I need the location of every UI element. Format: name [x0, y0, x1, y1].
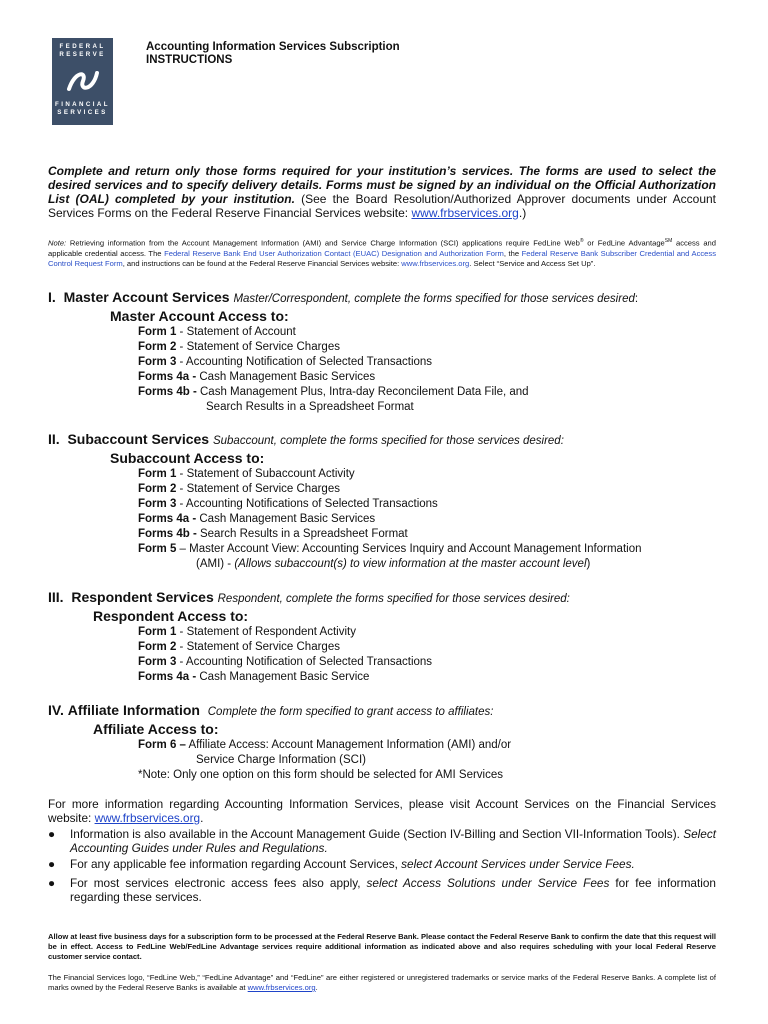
form-text: Search Results in a Spreadsheet Format — [196, 528, 408, 540]
access-heading: Subaccount Access to: — [110, 450, 265, 466]
form-label: Form 6 – — [138, 739, 186, 751]
note-text-5: , and instructions can be found at the Federal Reserve Financial Services website: — [122, 258, 402, 268]
form-line — [138, 542, 748, 557]
form-label: Forms 4b - — [138, 386, 197, 398]
form-line — [138, 512, 748, 527]
bullet-italic: select Account Services under Service Fees. — [401, 857, 635, 871]
logo-word-federal: FEDERAL — [59, 43, 106, 50]
form-label: Form 3 — [138, 356, 177, 368]
bullet-italic: select Access Solutions under Service Fees — [366, 876, 610, 890]
affiliate-note: *Note: Only one option on this form should be selected for AMI Services — [138, 769, 503, 781]
trademark-notice — [48, 973, 716, 993]
note-sm-mark: SM — [664, 238, 673, 244]
form-line-continued: Search Results in a Spreadsheet Format — [206, 401, 414, 413]
section-number: I. — [48, 289, 56, 305]
section-number: IV. — [48, 702, 64, 718]
logo-word-reserve: RESERVE — [59, 51, 106, 58]
euac-form-link[interactable]: Federal Reserve Bank End User Authorization Contact (EUAC) Designation and Authorization Form — [164, 248, 504, 258]
form-text: - Statement of Subaccount Activity — [176, 468, 355, 480]
section-colon: : — [634, 293, 639, 305]
section-title: Subaccount Services — [67, 431, 210, 447]
section-heading — [48, 289, 748, 308]
access-heading: Affiliate Access to: — [93, 721, 219, 737]
note-text-2: or FedLine Advantage — [583, 238, 665, 248]
access-note — [48, 236, 716, 269]
form-label: Form 2 — [138, 341, 177, 353]
bullet-italic: Select Accounting Guides under Rules and Regulations. — [70, 827, 716, 855]
note-text-1: Retrieving information from the Account Management Information (AMI) and Service Charge Information (SCI) applications require FedLine Web — [66, 238, 580, 248]
intro-website-link[interactable]: www.frbservices.org — [411, 206, 519, 220]
form-cont-italic: (Allows subaccount(s) to view information at the master account level — [234, 558, 587, 570]
note-reg-mark: ® — [579, 238, 584, 244]
form-line — [138, 527, 748, 542]
note-text-4: , the — [503, 248, 522, 258]
form-label: Form 3 — [138, 656, 177, 668]
logo-swirl-icon — [65, 67, 101, 95]
bullet-item — [48, 857, 716, 871]
form-line — [138, 340, 748, 355]
section-description: Subaccount, complete the forms specified for those services desired: — [212, 435, 564, 447]
more-info-end: . — [200, 811, 204, 825]
form-text: Cash Management Basic Service — [196, 671, 370, 683]
form-label: Form 2 — [138, 641, 177, 653]
logo-word-services: SERVICES — [57, 109, 108, 116]
form-line — [138, 640, 748, 655]
form-line — [138, 670, 748, 685]
bullet-item — [48, 876, 716, 904]
form-line-continued: Service Charge Information (SCI) — [196, 754, 367, 766]
section-respondent — [48, 589, 748, 685]
form-label: Forms 4a - — [138, 513, 197, 525]
bullet-text: For most services electronic access fees also apply, — [70, 876, 367, 890]
section-title: Master Account Services — [63, 289, 230, 305]
section-title: Affiliate Information — [67, 702, 200, 718]
note-text-3: access and applicable credential access. The — [48, 238, 716, 258]
section-description: Master/Correspondent, complete the forms specified for those services desired — [233, 293, 635, 305]
form-line — [138, 325, 748, 340]
bullet-item — [48, 827, 716, 855]
form-text: Cash Management Basic Services — [196, 371, 376, 383]
section-heading — [48, 431, 748, 450]
form-label: Forms 4a - — [138, 671, 197, 683]
header-title: Accounting Information Services Subscription — [146, 41, 400, 53]
form-text: - Statement of Service Charges — [176, 641, 340, 653]
credential-form-link[interactable]: Federal Reserve Bank Subscriber Credential and Access Control Request Form — [48, 248, 716, 268]
intro-bold-text: Complete and return only those forms required for your institution’s services. The forms are used to select the desired services and to specify delivery details. Forms must be signed by an individual on the Official Authorization List (OAL) completed by your institution. — [48, 164, 716, 206]
note-text-6: . Select “Service and Access Set Up”. — [469, 258, 596, 268]
form-text: – Master Account View: Accounting Services Inquiry and Account Management Information — [176, 543, 642, 555]
section-description: Respondent, complete the forms specified for those services desired: — [217, 593, 570, 605]
trademark-link[interactable]: www.frbservices.org — [247, 983, 316, 992]
bullet-text: For any applicable fee information regarding Account Services, — [70, 857, 402, 871]
bullet-icon: ● — [48, 857, 56, 871]
section-number: II. — [48, 431, 60, 447]
form-label: Form 1 — [138, 326, 177, 338]
form-label: Form 1 — [138, 626, 177, 638]
form-text: - Accounting Notification of Selected Transactions — [176, 356, 433, 368]
form-text: - Statement of Service Charges — [176, 483, 340, 495]
form-text: Cash Management Plus, Intra-day Reconcilement Data File, and — [196, 386, 529, 398]
form-line — [138, 355, 748, 370]
form-text: Affiliate Access: Account Management Information (AMI) and/or — [185, 739, 512, 751]
form-line — [138, 738, 748, 753]
form-label: Forms 4b - — [138, 528, 197, 540]
intro-normal-text: (See the Board Resolution/Authorized Approver documents under Account Services Forms on the Federal Reserve Financial Services website: — [48, 192, 716, 220]
section-title: Respondent Services — [71, 589, 214, 605]
form-line — [138, 497, 748, 512]
bullet-text: Information is also available in the Account Management Guide (Section IV-Billing and Section VII-Information Tools). — [70, 827, 684, 841]
header-subtitle: INSTRUCTIONS — [146, 54, 233, 66]
logo-word-financial: FINANCIAL — [55, 101, 110, 108]
more-info-text: For more information regarding Accounting Information Services, please visit Account Services on the Financial Services website: — [48, 797, 716, 825]
federal-reserve-logo — [52, 38, 113, 125]
form-line — [138, 482, 748, 497]
processing-notice: Allow at least five business days for a subscription form to be processed at the Federal Reserve Bank. Please contact the Federal Reserve Bank to confirm the date that this request will be in effect. Access to FedLine Web/FedLine Advantage services require additional information as indicated above and also requires scheduling with your local Federal Reserve customer service contact. — [48, 932, 716, 961]
access-heading: Respondent Access to: — [93, 608, 249, 624]
note-label: Note: — [48, 238, 67, 248]
section-subaccount — [48, 431, 748, 572]
bullet-end: for fee information regarding these services. — [70, 876, 716, 904]
form-text: - Accounting Notifications of Selected Transactions — [176, 498, 438, 510]
form-cont-text: (AMI) - — [196, 558, 235, 570]
form-text: Cash Management Basic Services — [196, 513, 376, 525]
form-line — [138, 467, 748, 482]
more-info-link[interactable]: www.frbservices.org — [94, 811, 201, 825]
form-line — [138, 625, 748, 640]
section-description: Complete the form specified to grant access to affiliates: — [207, 706, 494, 718]
document-header — [146, 41, 400, 67]
trademark-text: The Financial Services logo, “FedLine Web,” “FedLine Advantage” and “FedLine” are either registered or unregistered trademarks or service marks of the Federal Reserve Banks. A complete list of marks owned by the Federal Reserve Banks is available at — [48, 973, 716, 992]
note-website-link[interactable]: www.frbservices.org — [401, 258, 470, 268]
form-cont-end: ) — [586, 558, 591, 570]
form-label: Form 2 — [138, 483, 177, 495]
form-line — [138, 655, 748, 670]
bullet-icon: ● — [48, 876, 56, 890]
section-heading — [48, 702, 748, 721]
trademark-end: . — [315, 983, 318, 992]
form-label: Form 3 — [138, 498, 177, 510]
section-heading — [48, 589, 748, 608]
form-text: - Accounting Notification of Selected Transactions — [176, 656, 433, 668]
section-affiliate — [48, 702, 748, 783]
form-line — [138, 385, 748, 400]
access-heading: Master Account Access to: — [110, 308, 289, 324]
bullet-icon: ● — [48, 827, 56, 841]
form-text: - Statement of Respondent Activity — [176, 626, 356, 638]
form-text: - Statement of Account — [176, 326, 296, 338]
form-line — [138, 370, 748, 385]
section-master-account — [48, 289, 748, 415]
form-text: - Statement of Service Charges — [176, 341, 340, 353]
intro-end: .) — [518, 206, 527, 220]
form-label: Form 5 — [138, 543, 177, 555]
form-label: Forms 4a - — [138, 371, 197, 383]
form-line-continued — [138, 557, 748, 572]
intro-paragraph — [48, 164, 716, 220]
section-number: III. — [48, 589, 64, 605]
form-label: Form 1 — [138, 468, 177, 480]
more-info-paragraph — [48, 797, 716, 825]
